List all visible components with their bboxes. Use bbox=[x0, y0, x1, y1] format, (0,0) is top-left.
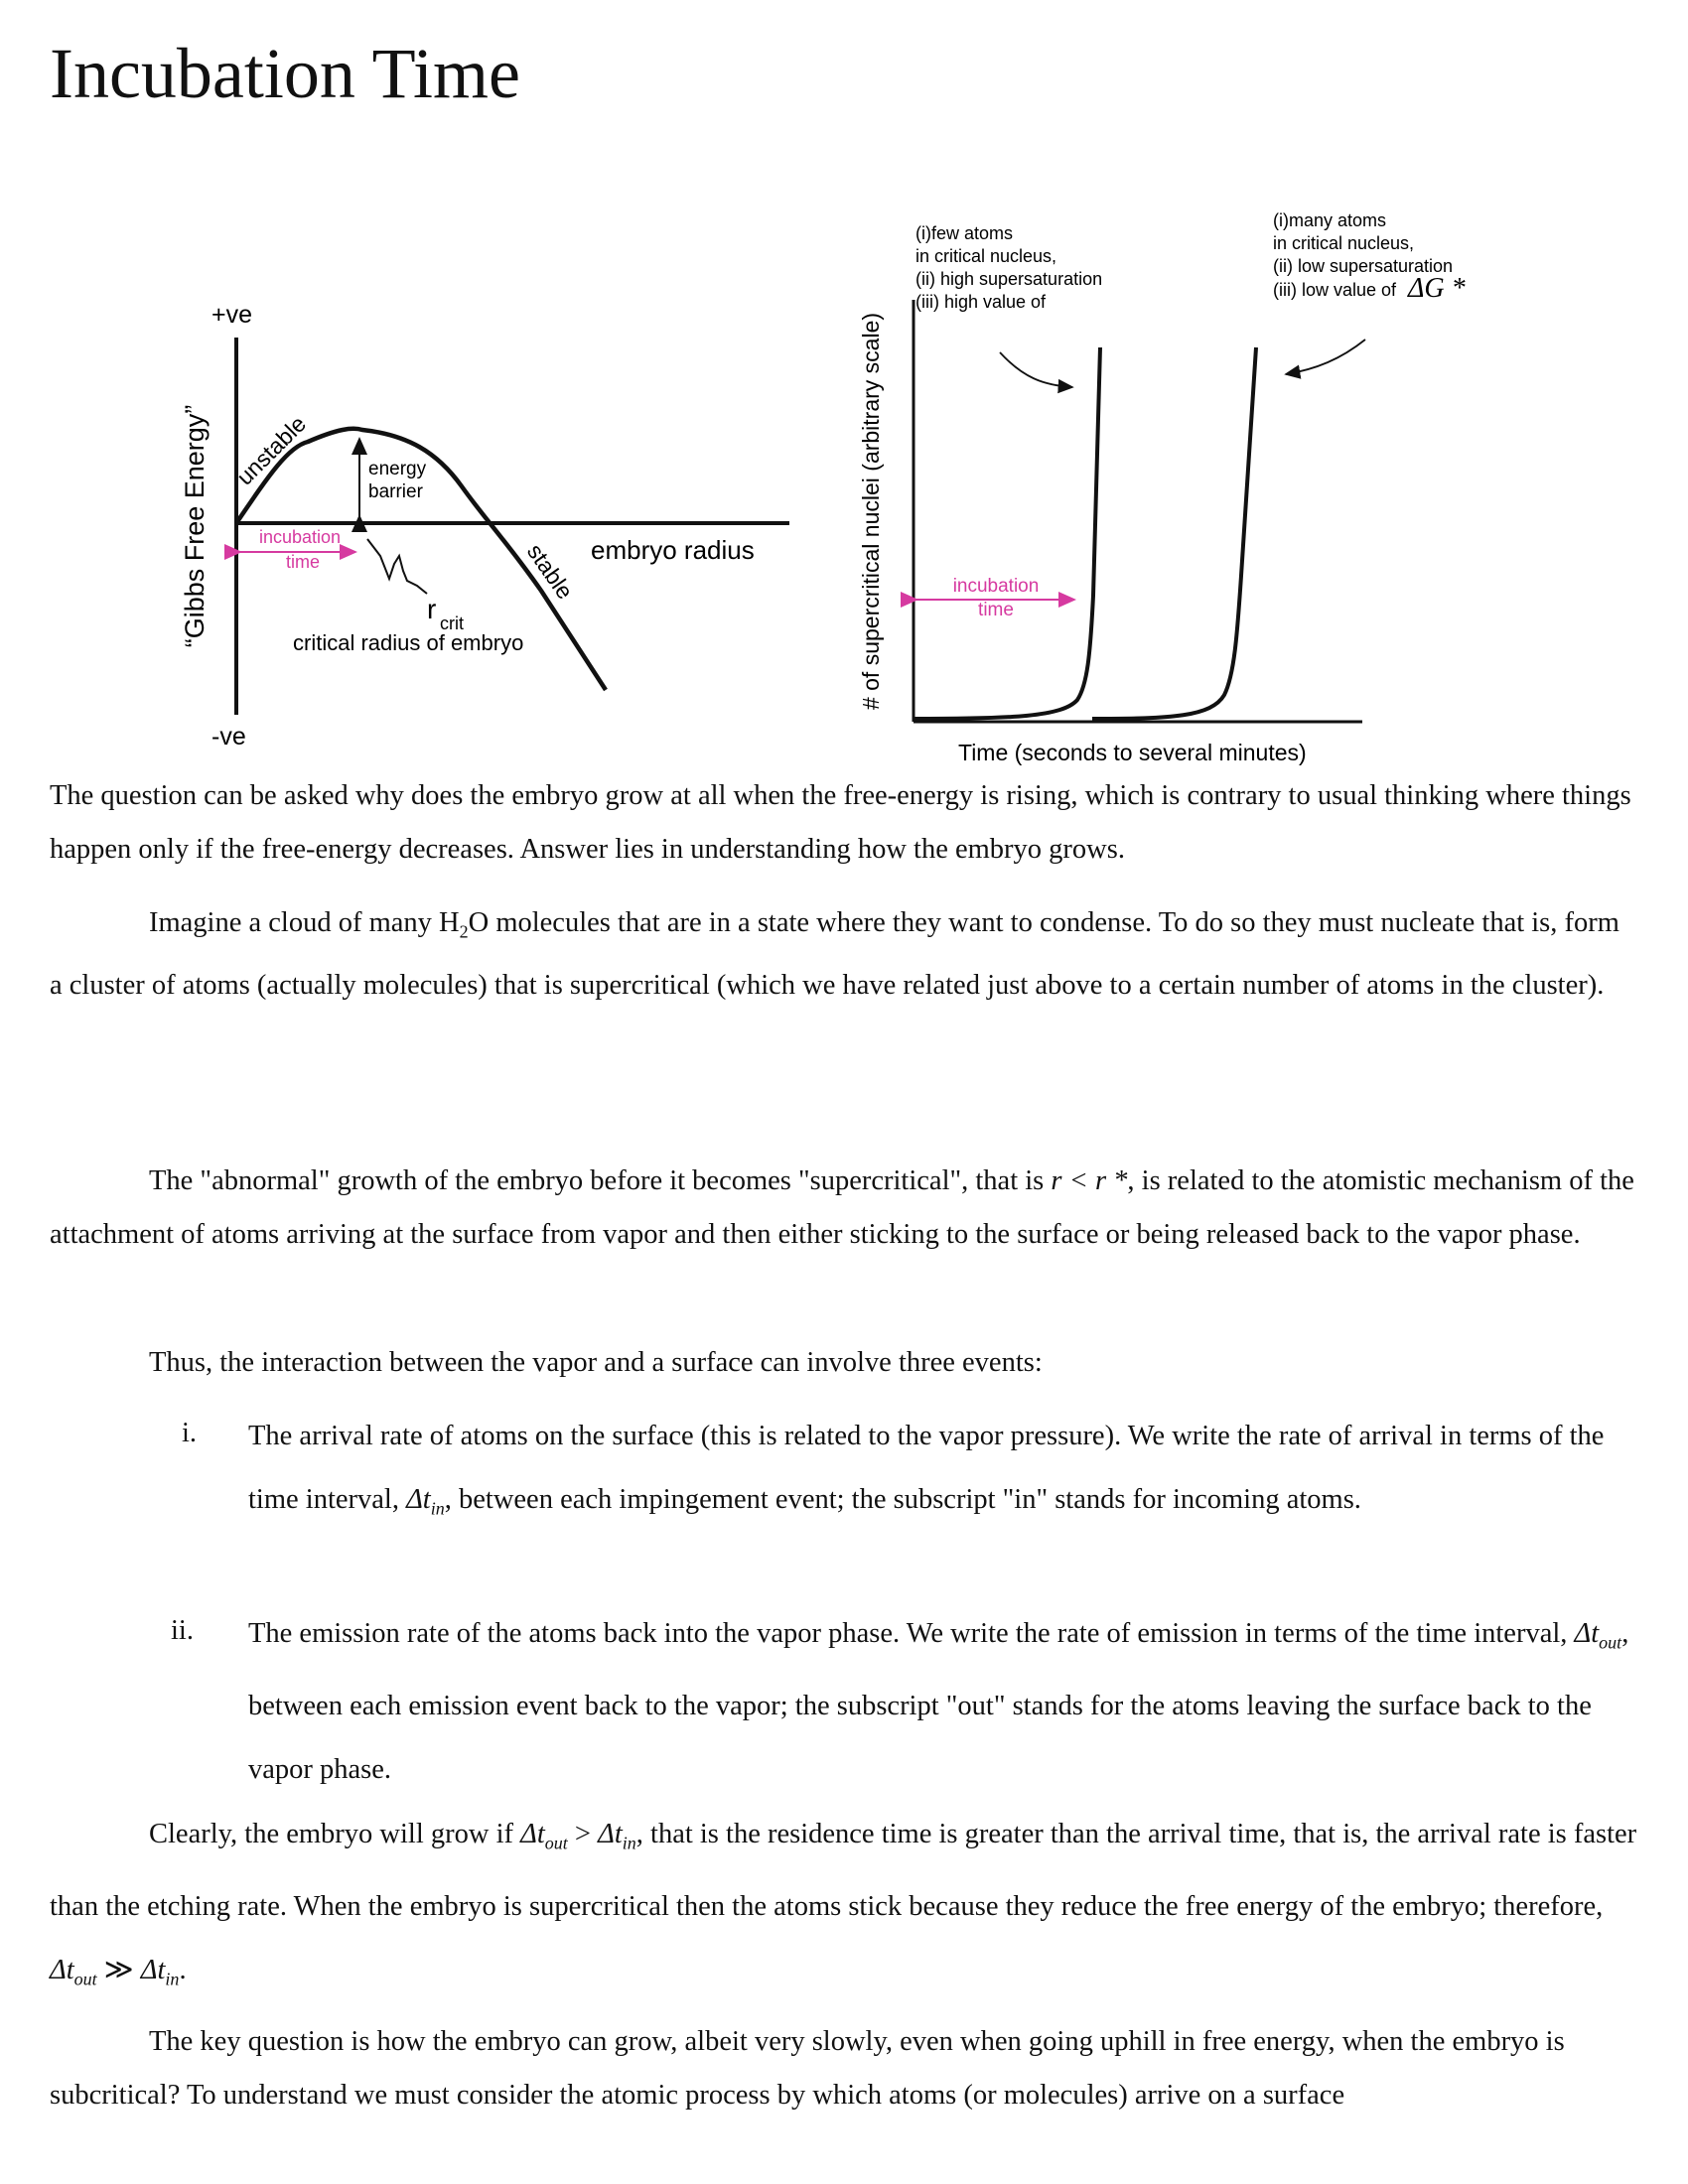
paragraph-2: Imagine a cloud of many $H_2O$ molecules that are in a state where they want to condense. To do so they must nucleate that is, form a cluster of atoms (actually molecules) that is supercritical (which we have related just above to a certain number of atoms in the cluster). bbox=[50, 907, 1619, 1001]
list-item-i: The arrival rate of atoms on the surface (this is related to the vapor pressure). We write the rate of arrival in terms of the time interval, $\Delta t_{in}$, between each impingement event; the subscript "in" stands for incoming atoms. bbox=[248, 1421, 1605, 1519]
rcrit-symbol: r bbox=[427, 594, 437, 624]
stable-label: stable bbox=[521, 538, 579, 605]
barrier-label: barrier bbox=[368, 481, 423, 502]
energy-label: energy bbox=[368, 459, 427, 479]
minus-label: -ve bbox=[211, 723, 246, 751]
svg-text:(i)few atoms: (i)few atoms bbox=[915, 223, 1014, 243]
paragraph-3: The "abnormal" growth of the embryo before it becomes "supercritical", that is r < r *, is related to the atomistic mechanism of the attachment of atoms arriving at the surface from vapor and then either sticking to the surface or being released back to the vapor phase. bbox=[50, 1165, 1634, 1250]
squiggle-pointer bbox=[367, 539, 427, 594]
delta-g-symbol: ΔG * bbox=[1408, 273, 1466, 304]
rcrit-subscript: crit bbox=[440, 614, 464, 633]
svg-text:in critical nucleus,: in critical nucleus, bbox=[1273, 233, 1415, 253]
page-title: Incubation Time bbox=[50, 34, 521, 113]
incubation-time-label-left: time bbox=[285, 552, 321, 572]
nucleation-curve-high bbox=[914, 347, 1100, 719]
paragraph-6: The key question is how the embryo can grow, albeit very slowly, even when going uphill in free energy, when the embryo is subcritical? To understand we must consider the atomic process by which atoms (or molecules) arrive on a surface bbox=[50, 2026, 1565, 2111]
paragraph-4: Thus, the interaction between the vapor and a surface can involve three events: bbox=[149, 1347, 1043, 1378]
svg-text:in critical nucleus,: in critical nucleus, bbox=[915, 246, 1057, 266]
incubation-label-left: incubation bbox=[258, 527, 342, 547]
left-note bbox=[915, 223, 1102, 312]
rcrit-caption: critical radius of embryo bbox=[293, 630, 524, 655]
embryo-radius-label: embryo radius bbox=[591, 535, 755, 565]
paragraph-5: Clearly, the embryo will grow if $\Delta t_{out} > \Delta t_{in}$, that is the residence time is greater than the arrival time, that is, the arrival rate is faster than the etching rate. When the embryo is supercritical then the atoms stick because they reduce the free energy of the embryo; therefore, $\Delta t_{out}$ ≫ $\Delta t_{in}$. bbox=[50, 1819, 1637, 1989]
paragraph-1: The question can be asked why does the embryo grow at all when the free-energy is rising, which is contrary to usual thinking where things happen only if the free-energy decreases. Answer lies in understanding how the embryo grows. bbox=[50, 780, 1631, 865]
svg-text:(ii) low supersaturation: (ii) low supersaturation bbox=[1273, 256, 1454, 276]
time-xlabel: Time (seconds to several minutes) bbox=[958, 740, 1307, 765]
svg-text:(iii) high value of: (iii) high value of bbox=[915, 292, 1047, 312]
svg-text:(i)many atoms: (i)many atoms bbox=[1273, 210, 1387, 230]
nucleation-curve-low bbox=[1092, 347, 1256, 719]
incubation-time-label-right: time bbox=[978, 600, 1014, 620]
plus-label: +ve bbox=[211, 301, 253, 329]
gibbs-energy-figure bbox=[0, 0, 1688, 794]
list-item-ii: The emission rate of the atoms back into the vapor phase. We write the rate of emission in terms of the time interval, $\Delta t_{out}$, between each emission event back to the vapor; the subscript "out" stands for the atoms leaving the surface back to the vapor phase. bbox=[248, 1618, 1629, 1785]
svg-text:(ii) high supersaturation: (ii) high supersaturation bbox=[915, 269, 1103, 289]
svg-text:(iii) low value of: (iii) low value of bbox=[1273, 280, 1397, 300]
list-number-i: i. bbox=[182, 1418, 198, 1448]
pointer-arrow-left bbox=[1000, 352, 1072, 387]
incubation-label-right: incubation bbox=[952, 576, 1040, 597]
nuclei-ylabel: # of supercritical nuclei (arbitrary scale) bbox=[858, 312, 884, 711]
unstable-label: unstable bbox=[231, 410, 312, 490]
list-number-ii: ii. bbox=[171, 1615, 194, 1646]
pointer-arrow-right bbox=[1286, 340, 1365, 374]
gibbs-ylabel: “Gibbs Free Energy” bbox=[180, 404, 210, 648]
